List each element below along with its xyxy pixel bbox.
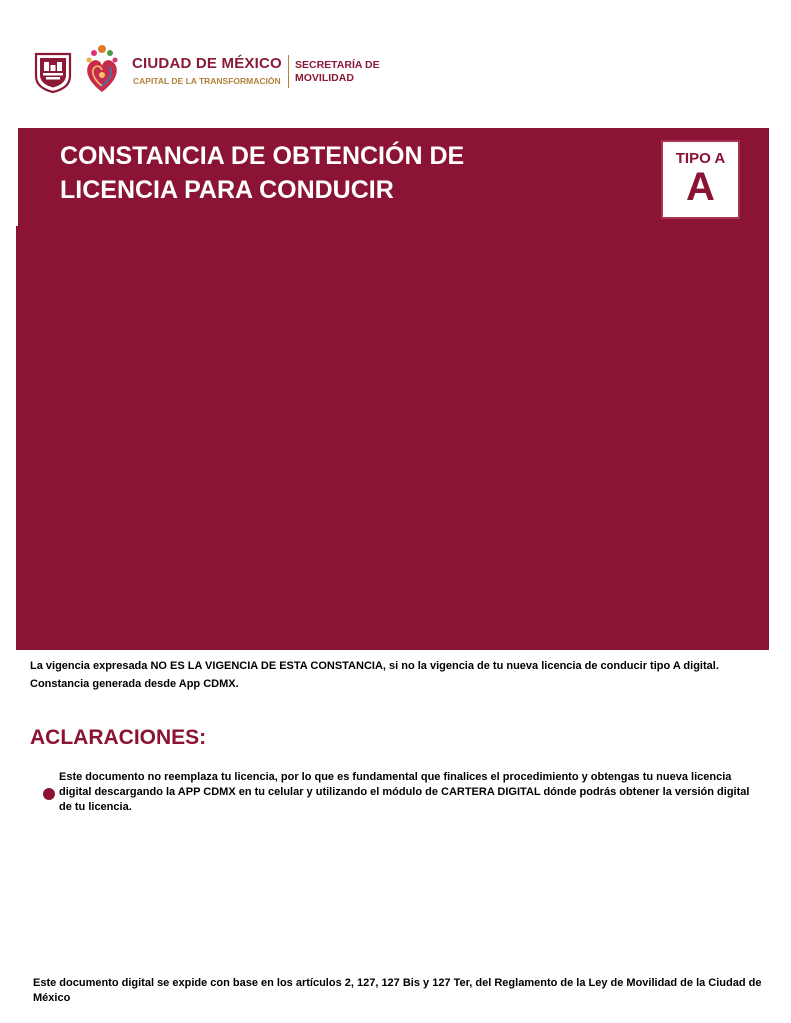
document-title: CONSTANCIA DE OBTENCIÓN DE LICENCIA PARA CONDUCIR	[60, 142, 465, 204]
license-type-letter: A	[686, 165, 715, 209]
license-type-label: TIPO A	[675, 150, 726, 167]
validity-disclaimer: La vigencia expresada NO ES LA VIGENCIA DE ESTA CONSTANCIA, si no la vigencia de tu nueva licencia de conducir tipo A digital.	[30, 660, 719, 672]
license-type-badge	[661, 140, 740, 219]
clarifications-heading: ACLARACIONES:	[30, 726, 207, 749]
header-divider	[288, 55, 289, 88]
city-shield-icon	[34, 52, 72, 94]
validity-note	[30, 657, 770, 693]
agency-name: SECRETARÍA DE MOVILIDAD	[295, 59, 380, 84]
legal-footer: Este documento digital se expide con base en los artículos 2, 127, 127 Bis y 127 Ter, del Reglamento de la Ley de Movilidad de la Ciudad de México	[33, 977, 762, 1004]
license-banner	[18, 128, 769, 650]
city-tagline: CAPITAL DE LA TRANSFORMACIÓN	[133, 76, 281, 86]
heart-emblem-icon	[80, 42, 124, 98]
city-name: CIUDAD DE MÉXICO	[132, 55, 282, 72]
bullet-dot-icon	[43, 788, 55, 800]
clarification-item: Este documento no reemplaza tu licencia, por lo que es fundamental que finalices el procedimiento y obtengas tu nueva licencia digital descargando la APP CDMX en tu celular y utilizando el módulo de CARTERA DIGITAL dónde podrás obtener la versión digital de tu licencia.	[59, 771, 750, 813]
generated-by-note: Constancia generada desde App CDMX.	[30, 678, 239, 690]
document-header	[34, 40, 434, 100]
